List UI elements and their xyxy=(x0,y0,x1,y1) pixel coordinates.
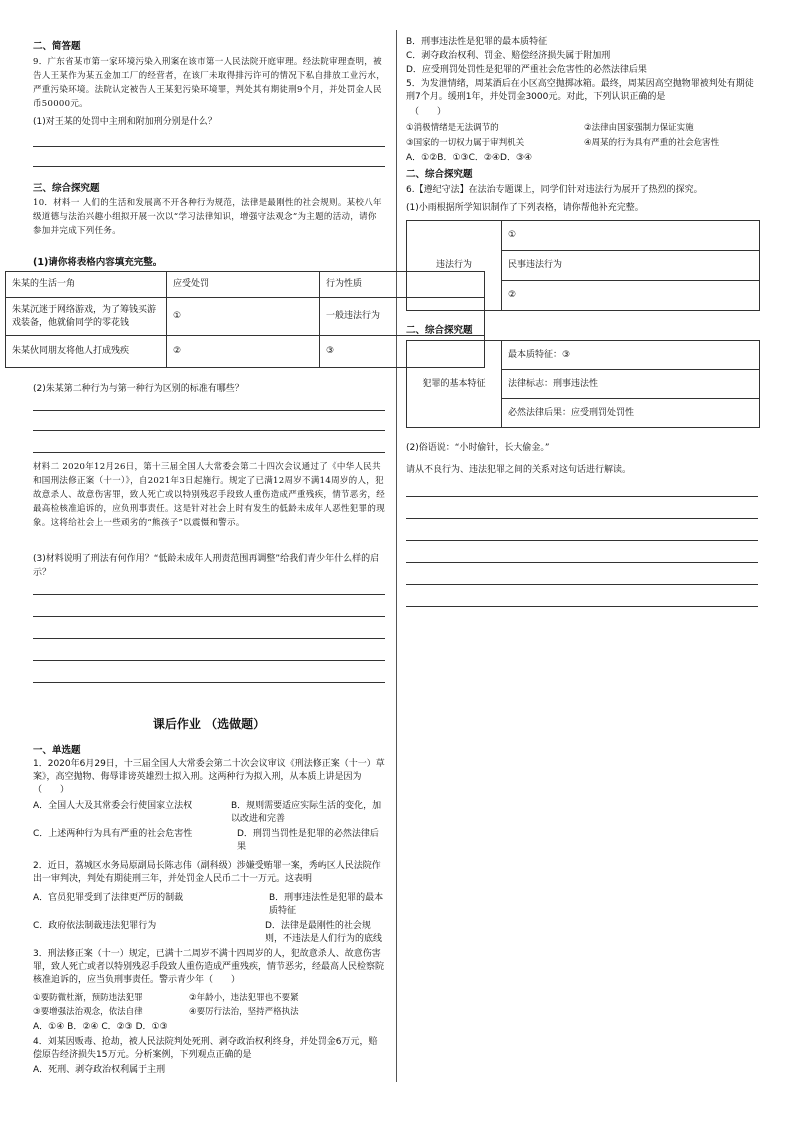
section-title-comprehensive: 二、综合探究题 xyxy=(406,169,473,180)
question-1-option-a: A．全国人大及其常委会行使国家立法权 xyxy=(33,801,193,811)
table-cell: 朱某沉迷于网络游戏，为了筹钱买游戏装备，他就偷同学的零花钱 xyxy=(6,298,167,336)
question-4-option-d: D．应受刑罚处罚性是犯罪的严重社会危害性的必然法律后果 xyxy=(406,65,647,75)
question-10-text: 10．材料一 人们的生活和发展离不开各种行为规范，法律是最刚性的社会规则。某校八年级道德与法治兴趣小组拟开展一次以“学习法律知识，增强守法观念”为主题的活动，请你参加并完成下列任务。 xyxy=(33,198,382,236)
table-cell: ② xyxy=(502,281,760,311)
section-title-comprehensive: 三、综合探究题 xyxy=(33,183,100,194)
answer-line xyxy=(33,638,385,639)
table-cell: 最本质特征：③ xyxy=(502,341,760,370)
table-header: 行为性质 xyxy=(320,272,485,298)
answer-line xyxy=(33,430,385,431)
question-3-statement-1: ①要防微杜渐，预防违法犯罪 xyxy=(33,993,143,1003)
question-10-sub-2: (2)朱某第二种行为与第一种行为区别的标准有哪些？ xyxy=(33,384,244,394)
table-row xyxy=(407,221,760,251)
question-2-option-c: C．政府依法制裁违法犯罪行为 xyxy=(33,921,157,931)
table-header: 朱某的生活一角 xyxy=(6,272,167,298)
question-4-option-b: B．刑事违法性是犯罪的最本质特征 xyxy=(406,37,548,47)
homework-title: 课后作业 （选做题） xyxy=(152,717,266,731)
question-5-statement-3: ③国家的一切权力属于审判机关 xyxy=(406,138,525,148)
material-2-text: 材料二 2020年12月26日，第十三届全国人大常委会第二十四次会议通过了《中华人民共和国刑法修正案（十一）》，自2021年3日起施行。规定了已满12周岁不满14周岁的人，犯故意杀人、故意伤害罪，致人死亡或以特别残忍手段致人重伤造成严重残疾，情节恶劣，经最高检核准追诉的，应负刑事责任。这是针对社会上时有发生的低龄未成年人恶性犯罪的现象。这将给社会上一些顽劣的“熊孩子”以震慑和警示。 xyxy=(33,462,386,528)
question-5-statement-1: ①消极情绪是无法调节的 xyxy=(406,123,499,133)
question-2-option-b: B．刑事违法性是犯罪的最本质特征 xyxy=(269,893,384,916)
crime-features-table xyxy=(406,340,760,428)
question-5-blank: （ ） xyxy=(410,107,447,117)
table-cell-category: 违法行为 xyxy=(407,221,502,311)
answer-line xyxy=(406,540,758,541)
question-9-sub-1: (1)对王某的处罚中主刑和附加刑分别是什么？ xyxy=(33,117,217,127)
table-cell: ① xyxy=(167,298,320,336)
answer-line xyxy=(33,660,385,661)
table-row xyxy=(407,341,760,370)
column-divider xyxy=(396,30,397,1082)
answer-line xyxy=(33,146,385,147)
question-6-sub-2: (2)俗语说：“小时偷针，长大偷金。” xyxy=(406,443,550,453)
question-3-statement-4: ④要厉行法治，坚持严格执法 xyxy=(189,1007,299,1017)
question-1-option-d: D．刑罚当罚性是犯罪的必然法律后果 xyxy=(237,829,379,852)
question-3-options: A．①④ B．②④ C．②③ D．①③ xyxy=(33,1022,168,1032)
question-10-sub-1: (1)请你将表格内容填充完整。 xyxy=(33,257,163,268)
question-5-statement-4: ④周某的行为具有严重的社会危害性 xyxy=(584,138,720,148)
question-1-option-c: C．上述两种行为具有严重的社会危害性 xyxy=(33,829,193,839)
question-6-sub-2-prompt: 请从不良行为、违法犯罪之间的关系对这句话进行解读。 xyxy=(406,465,632,475)
question-6-sub-1: (1)小雨根据所学知识制作了下列表格，请你帮他补充完整。 xyxy=(406,203,644,213)
question-5-statement-2: ②法律由国家强制力保证实施 xyxy=(584,123,694,133)
table-cell: 民事违法行为 xyxy=(502,251,760,281)
answer-line xyxy=(33,410,385,411)
answer-line xyxy=(406,584,758,585)
table-cell: ③ xyxy=(320,336,485,368)
section-title-single-choice: 一、单选题 xyxy=(33,745,81,756)
question-4-text: 4．刘某因贩毒、抢劫，被人民法院判处死刑、剥夺政治权利终身，并处罚金6万元，赔偿原告经济损失15万元。分析案例，下列观点正确的是 xyxy=(33,1037,378,1060)
question-3-statement-2: ②年龄小，违法犯罪也不要紧 xyxy=(189,993,299,1003)
answer-line xyxy=(406,606,758,607)
question-6-text: 6.【遵纪守法】在法治专题课上，同学们针对违法行为展开了热烈的探究。 xyxy=(406,185,703,195)
table-cell-category: 犯罪的基本特征 xyxy=(407,341,502,428)
question-2-text: 2．近日，荔城区水务局原副局长陈志伟（副科级）涉嫌受贿罪一案，秀屿区人民法院作出一审判决，判处有期徒刑三年，并处罚金人民币二十一万元。这表明 xyxy=(33,861,381,884)
question-3-statement-3: ③要增强法治观念，依法自律 xyxy=(33,1007,143,1017)
table-cell: 必然法律后果：应受刑罚处罚性 xyxy=(502,399,760,428)
table-cell: ② xyxy=(167,336,320,368)
answer-line xyxy=(406,562,758,563)
table-cell: 一般违法行为 xyxy=(320,298,485,336)
table-cell: 朱某伙同朋友将他人打成残疾 xyxy=(6,336,167,368)
answer-line xyxy=(33,166,385,167)
answer-line xyxy=(33,452,385,453)
question-10-sub-3: (3)材料说明了刑法有何作用？“低龄未成年人刑责范围再调整”给我们青少年什么样的启示？ xyxy=(33,554,380,578)
question-9-text: 9．广东省某市第一家环境污染入刑案在该市第一人民法院开庭审理。经法院审理查明，被告人王某作为某五金加工厂的经营者，在该厂未取得排污许可的情况下私自排放工业污水，严重污染环境。法院认定被告人王某犯污染环境罪，判处其有期徒刑9个月，并处罚金人民币50000元。 xyxy=(33,57,386,109)
answer-line xyxy=(406,518,758,519)
answer-line xyxy=(406,496,758,497)
question-2-option-d: D．法律是最刚性的社会规则，不违法是人们行为的底线 xyxy=(265,921,383,944)
question-4-option-a: A．死刑、剥夺政治权利属于主刑 xyxy=(33,1065,166,1075)
question-4-option-c: C．剥夺政治权利、罚金、赔偿经济损失属于附加刑 xyxy=(406,51,611,61)
answer-line xyxy=(33,682,385,683)
question-2-option-a: A．官员犯罪受到了法律更严厉的制裁 xyxy=(33,893,184,903)
question-5-text: 5．为发泄情绪，周某酒后在小区高空抛掷冰箱。最终，周某因高空抛物罪被判处有期徒刑7个月。缓刑1年，并处罚金3000元。对此，下列认识正确的是 xyxy=(406,79,754,102)
question-1-option-b: B．规则需要适应实际生活的变化，加以改进和完善 xyxy=(231,801,382,824)
answer-line xyxy=(33,594,385,595)
question-5-options: A．①②B．①③C．②④D．③④ xyxy=(406,153,533,163)
table-cell: ① xyxy=(502,221,760,251)
answer-line xyxy=(33,616,385,617)
section-title-short-answer: 二、简答题 xyxy=(33,41,81,52)
table-cell: 法律标志：刑事违法性 xyxy=(502,370,760,399)
question-3-text: 3．刑法修正案（十一）规定，已满十二周岁不满十四周岁的人，犯故意杀人、故意伤害罪，致人死亡或者以特别残忍手段致人重伤造成严重残疾，情节恶劣，经最高人民检察院核准追诉的，应当负刑事责任。警示青少年（ ） xyxy=(33,949,385,985)
section-title-comprehensive-2: 二、综合探究题 xyxy=(406,325,473,336)
table-header: 应受处罚 xyxy=(167,272,320,298)
question-1-text: 1．2020年6月29日，十三届全国人大常委会第二十次会议审议《刑法修正案（十一）草案》，高空抛物、侮辱诽谤英雄烈士拟入刑。这两种行为拟入刑，从本质上讲是因为（ ） xyxy=(33,759,385,795)
illegal-behavior-table xyxy=(406,220,760,311)
